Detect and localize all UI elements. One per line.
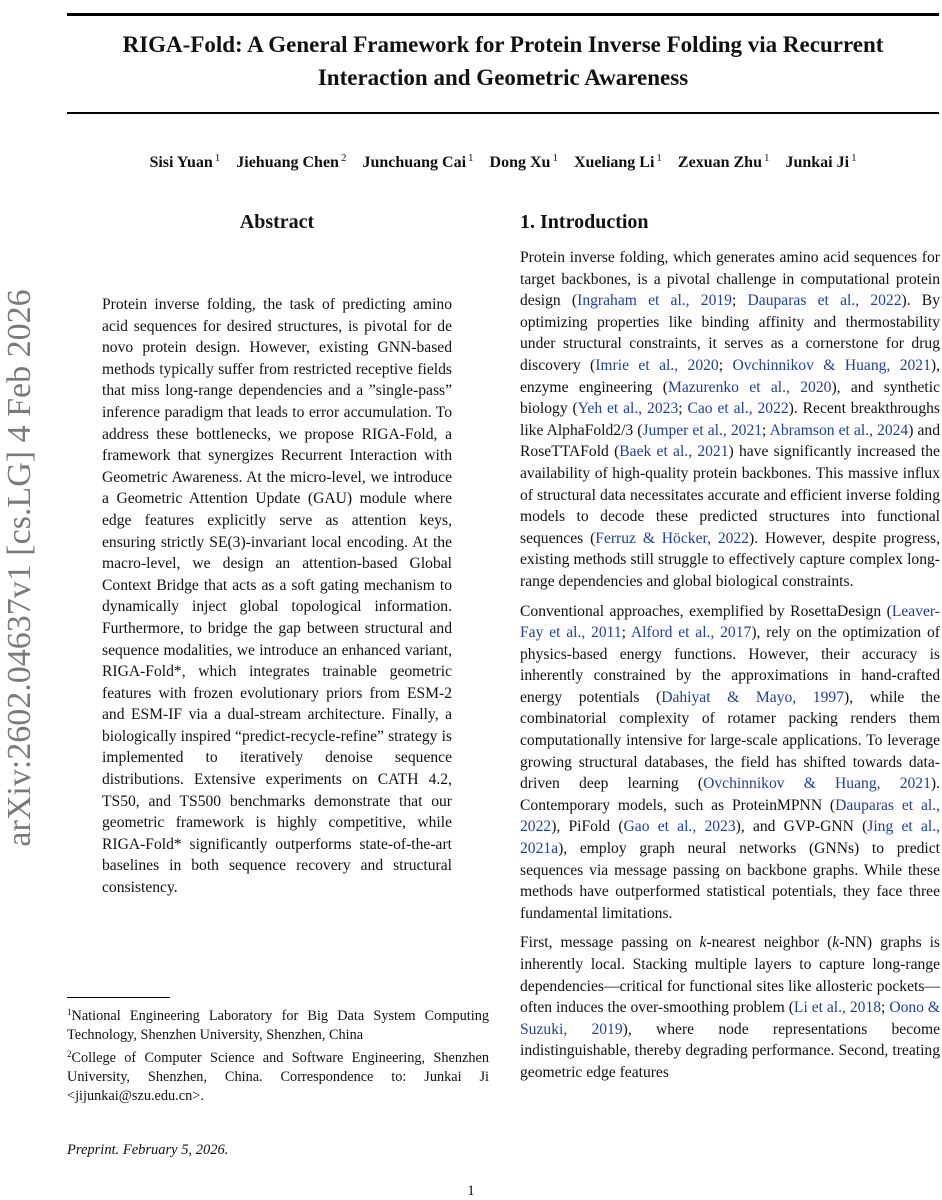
citation-link[interactable]: Cao et al., 2022 — [687, 400, 789, 418]
math-symbol: k — [699, 934, 707, 952]
abstract-text: Protein inverse folding, the task of predicting amino acid sequences for desired structures, is pivotal for de novo protein design. However, existing GNN-based methods typically suffer from restricted receptive fields that miss long-range dependencies and a ”single-pass” inference paradigm that leads to error accumulation. To address these bottlenecks, we propose RIGA-Fold, a framework that synergizes Recurrent Interaction with Geometric Awareness. At the micro-level, we introduce a Geometric Attention Update (GAU) module where edge features explicitly serve as attention keys, ensuring strictly SE(3)-invariant local encoding. At the macro-level, we design an attention-based Global Context Bridge that acts as a soft gating mechanism to dynamically inject global topological information. Furthermore, to bridge the gap between structural and sequence modalities, we introduce an enhanced variant, RIGA-Fold*, which integrates trainable geometric features with frozen evolutionary priors from ESM-2 and ESM-IF via a dual-stream architecture. Finally, a biologically inspired “predict-recycle-refine” strategy is implemented to iteratively denoise sequence distributions. Extensive experiments on CATH 4.2, TS50, and TS500 benchmarks demonstrate that our geometric framework is highly competitive, while RIGA-Fold* significantly outperforms state-of-the-art baselines in both sequence recovery and structural consistency. — [102, 296, 452, 897]
author-list — [67, 152, 939, 172]
introduction-heading: 1. Introduction — [520, 211, 649, 233]
intro-paragraph: Protein inverse folding, which generates amino acid sequences for target backbones, is a pivotal challenge in computational protein design (Ingraham et al., 2019; Dauparas et al., 2022). By optimizing properties like binding affinity and thermostability under structural constraints, it serves as a cornerstone for drug discovery (Imrie et al., 2020; Ovchinnikov & Huang, 2021), enzyme engineering (Mazurenko et al., 2020), and synthetic biology (Yeh et al., 2023; Cao et al., 2022). Recent breakthroughs like AlphaFold2/3 (Jumper et al., 2021; Abramson et al., 2024) and RoseTTAFold (Baek et al., 2021) have significantly increased the availability of high-quality protein backbones. This massive influx of structural data necessitates accurate and efficient inverse folding models to decode these predicted structures into functional sequences (Ferruz & Höcker, 2022). However, despite progress, existing methods still struggle to effectively capture complex long-range dependencies and global biological constraints. — [520, 249, 941, 590]
citation-link[interactable]: Ovchinnikov & Huang, 2021 — [703, 775, 931, 793]
author: Junchuang Cai $^1$ — [362, 152, 474, 171]
arxiv-stamp — [0, 0, 40, 1200]
preprint-note: Preprint. February 5, 2026. — [67, 1142, 229, 1158]
citation-link[interactable]: Dauparas et al., 2022 — [747, 292, 902, 310]
author: Xueliang Li $^1$ — [573, 152, 662, 171]
citation-link[interactable]: Ferruz & Höcker, 2022 — [595, 529, 750, 547]
title-rule-top — [67, 13, 939, 16]
intro-paragraph: Conventional approaches, exemplified by RosettaDesign (Leaver-Fay et al., 2011; Alford et al., 2017), rely on the optimization of physics-based energy functions. However, their accuracy is inherently constrained by the approximations in hand-crafted energy potentials (Dahiyat & Mayo, 1997), while the combinatorial complexity of rotamer packing renders them computationally intensive for large-scale applications. To leverage growing structural databases, the field has shifted towards data-driven deep learning (Ovchinnikov & Huang, 2021). Contemporary models, such as ProteinMPNN (Dauparas et al., 2022), PiFold (Gao et al., 2023), and GVP-GNN (Jing et al., 2021a), employ graph neural networks (GNNs) to predict sequences via message passing on backbone graphs. While these methods have outperformed statistical potentials, they face three fundamental limitations. — [520, 602, 941, 922]
introduction-body — [520, 247, 940, 1092]
author: Sisi Yuan $^1$ — [149, 152, 221, 171]
footnote-2: $^2$College of Computer Science and Software Engineering, Shenzhen University, Shenzhen, China. Correspondence to: Junkai Ji <jijunkai@szu.edu.cn>. — [67, 1049, 489, 1104]
citation-link[interactable]: Alford et al., 2017 — [630, 624, 752, 642]
citation-link[interactable]: Dauparas et al., 2022 — [520, 796, 940, 836]
intro-paragraph: First, message passing on k-nearest neighbor (k-NN) graphs is inherently local. Stacking multiple layers to capture long-range dependencies—critical for functional sites like allosteric pockets—often induces the over-smoothing problem (Li et al., 2018; Oono & Suzuki, 2019), where node representations become indistinguishable, thereby degrading performance. Second, treating geometric edge features — [520, 934, 941, 1081]
citation-link[interactable]: Yeh et al., 2023 — [577, 400, 679, 418]
citation-link[interactable]: Leaver-Fay et al., 2011 — [520, 602, 940, 642]
citation-link[interactable]: Ingraham et al., 2019 — [577, 292, 732, 310]
author: Junkai Ji $^1$ — [785, 152, 857, 171]
author: Zexuan Zhu $^1$ — [677, 152, 770, 171]
citation-link[interactable]: Baek et al., 2021 — [619, 443, 729, 461]
citation-link[interactable]: Gao et al., 2023 — [623, 818, 736, 836]
citation-link[interactable]: Jing et al., 2021a — [520, 818, 940, 858]
citation-link[interactable]: Dahiyat & Mayo, 1997 — [661, 688, 844, 706]
math-symbol: k — [832, 934, 840, 952]
citation-link[interactable]: Abramson et al., 2024 — [769, 421, 909, 439]
title-rule-bottom — [67, 112, 939, 114]
arxiv-id: arXiv:2602.04637v1 [cs.LG] 4 Feb 2026 — [1, 289, 38, 847]
citation-link[interactable]: Imrie et al., 2020 — [595, 356, 719, 374]
citation-link[interactable]: Oono & Suzuki, 2019 — [520, 999, 941, 1038]
author: Dong Xu $^1$ — [489, 152, 558, 171]
page-number: 1 — [467, 1183, 475, 1199]
citation-link[interactable]: Ovchinnikov & Huang, 2021 — [732, 356, 931, 374]
footnote-rule — [67, 997, 170, 998]
paper-title — [67, 28, 939, 94]
footnote-1: $^1$National Engineering Laboratory for Big Data System Computing Technology, Shenzhen University, Shenzhen, China — [67, 1007, 489, 1043]
abstract-heading: Abstract — [239, 211, 315, 233]
citation-link[interactable]: Li et al., 2018 — [793, 999, 882, 1017]
citation-link[interactable]: Jumper et al., 2021 — [642, 421, 763, 439]
citation-link[interactable]: Mazurenko et al., 2020 — [667, 378, 832, 396]
title-line-1: RIGA-Fold: A General Framework for Protein Inverse Folding via Recurrent — [122, 32, 884, 57]
author: Jiehuang Chen $^2$ — [236, 152, 347, 171]
footnotes — [67, 1003, 489, 1106]
title-line-2: Interaction and Geometric Awareness — [317, 65, 689, 90]
